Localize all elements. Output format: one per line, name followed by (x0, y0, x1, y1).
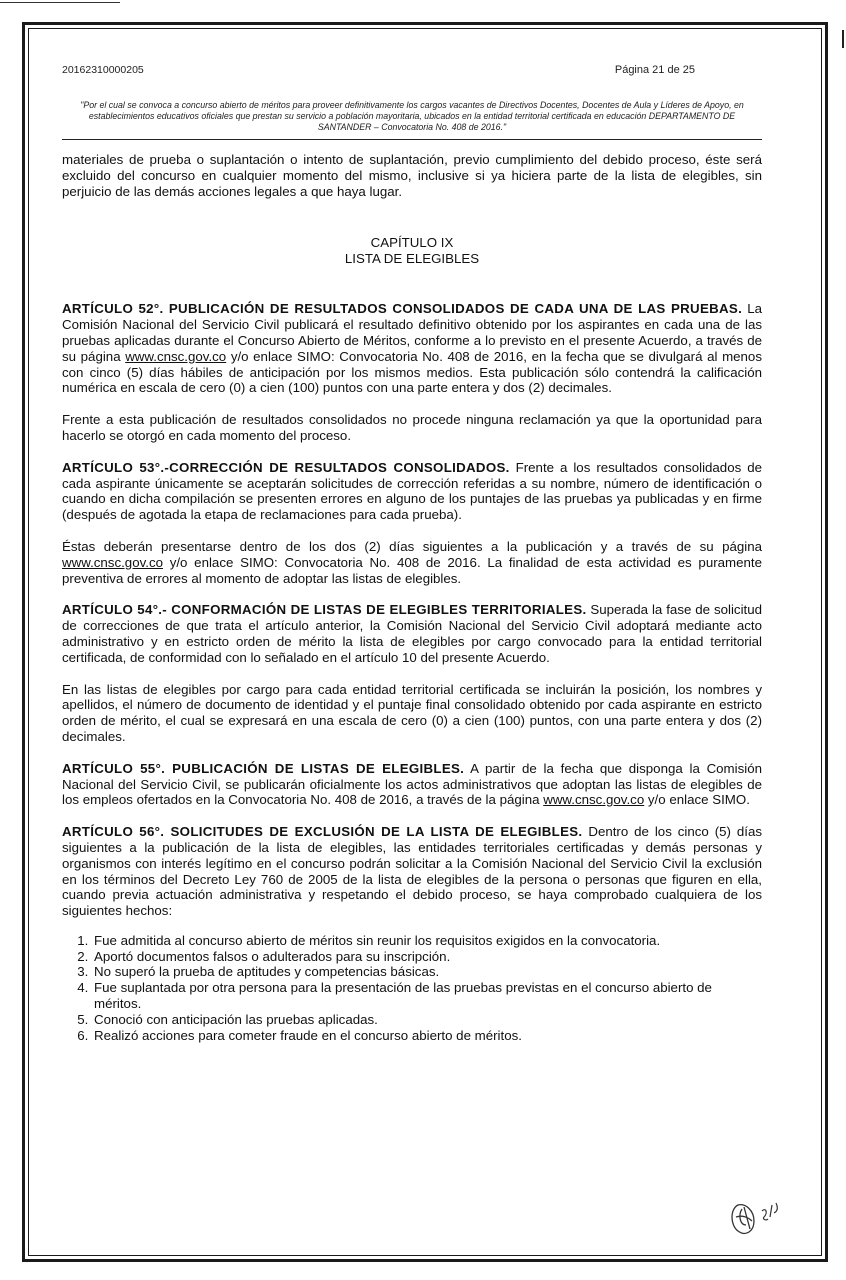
article-53-para2-b: y/o enlace SIMO: Convocatoria No. 408 de 2016. La finalidad de esta actividad es puramente preventiva de errores al momento de adoptar las listas de elegibles. (62, 554, 762, 586)
scan-edge-mark (842, 30, 844, 48)
cnsc-link[interactable]: www.cnsc.gov.co (62, 554, 163, 570)
document-body (62, 64, 762, 1043)
handwritten-initials-signature (724, 1195, 784, 1239)
chapter-title: LISTA DE ELEGIBLES (344, 251, 480, 267)
article-56-text: Dentro de los cinco (5) días siguientes a la publicación de la lista de elegibles, las entidades territoriales certificadas y demás personas y organismos con interés legítimo en el concurso podrán solicitar a la Comisión Nacional del Servicio Civil la exclusión en los términos del Decreto Ley 760 de 2005 de la lista de elegibles de la persona o personas que figuren en ella, cuando previa actuación administrativa y respetando el debido proceso, se haya comprobado cualquiera de los siguientes hechos: (62, 824, 762, 919)
cnsc-link[interactable]: www.cnsc.gov.co (543, 792, 645, 808)
article-54-heading: ARTÍCULO 54°.- CONFORMACIÓN DE LISTAS DE ELEGIBLES TERRITORIALES. (62, 602, 587, 618)
article-56-heading: ARTÍCULO 56°. SOLICITUDES DE EXCLUSIÓN DE LA LISTA DE ELEGIBLES. (62, 824, 583, 840)
article-55-text-a: A partir de la fecha que disponga la Comisión Nacional del Servicio Civil, se publicarán oficialmente los actos administrativos que adoptan las listas de elegibles de los empleos ofertados en la Convocatoria No. 408 de 2016, a través de la página (62, 760, 762, 808)
article-54-text: Superada la fase de solicitud de correcciones de que trata el artículo anterior, la Comisión Nacional del Servicio Civil adoptará mediante acto administrativo y en estricto orden de mérito la lista de elegibles por cargo convocado para la entidad territorial certificada, de conformidad con lo señalado en el artículo 10 del presente Acuerdo. (62, 602, 763, 665)
article-54-para2: En las listas de elegibles por cargo para cada entidad territorial certificada se incluirán la posición, los nombres y apellidos, el número de documento de identidad y el puntaje final consolidado obtenido por cada aspirante en estricto orden de mérito, el cual se expresará en una escala de cero (0) a cien (100) puntos, con una parte entera y dos (2) decimales. (62, 681, 762, 744)
article-53 (62, 460, 762, 523)
cnsc-link[interactable]: www.cnsc.gov.co (125, 348, 227, 364)
list-item: 2. Aportó documentos falsos o adulterados para su inscripción. (92, 949, 762, 965)
article-53-para2 (62, 539, 762, 586)
exclusion-causes-list (62, 933, 762, 1044)
article-55-heading: ARTÍCULO 55°. PUBLICACIÓN DE LISTAS DE ELEGIBLES. (62, 760, 465, 776)
article-53-para2-a: Éstas deberán presentarse dentro de los dos (2) días siguientes a la publicación y a través de su página (62, 538, 762, 554)
list-item: 6. Realizó acciones para cometer fraude en el concurso abierto de méritos. (92, 1028, 762, 1044)
article-55 (62, 761, 762, 808)
article-52 (62, 301, 762, 396)
list-item: 4. Fue suplantada por otra persona para la presentación de las pruebas previstas en el concurso abierto de méritos. (92, 980, 762, 1012)
page-number: Página 21 de 25 (614, 64, 695, 76)
article-53-text: Frente a los resultados consolidados de cada aspirante únicamente se aceptarán solicitudes de corrección referidas a su nombre, número de identificación o cuando en dicha compilación se presenten errores en alguno de los puntajes de las pruebas ya publicadas y en firme (después de agotada la etapa de reclamaciones para cada prueba). (62, 459, 762, 523)
chapter-number: CAPÍTULO IX (370, 235, 454, 251)
intro-paragraph: materiales de prueba o suplantación o intento de suplantación, previo cumplimiento del debido proceso, éste será excluido del concurso en cualquier momento del mismo, inclusive si ya hiciera parte de la lista de elegibles, sin perjuicio de las demás acciones legales a que haya lugar. (62, 152, 762, 199)
article-52-para2: Frente a esta publicación de resultados consolidados no procede ninguna reclamación ya que la oportunidad para hacerlo se otorgó en cada momento del proceso. (62, 412, 762, 443)
page-header (62, 64, 762, 76)
article-52-text-a: La Comisión Nacional del Servicio Civil publicará el resultado definitivo obtenido por los aspirantes en cada una de las pruebas aplicadas durante el Concurso Abierto de Méritos, conforme a lo previsto en el presente Acuerdo, a través de su página (62, 301, 762, 364)
article-53-heading: ARTÍCULO 53°.-CORRECCIÓN DE RESULTADOS CONSOLIDADOS. (62, 459, 510, 475)
document-number: 20162310000205 (62, 64, 144, 76)
list-item: 1. Fue admitida al concurso abierto de méritos sin reunir los requisitos exigidos en la convocatoria. (92, 933, 762, 949)
resolution-title: "Por el cual se convoca a concurso abierto de méritos para proveer definitivamente los cargos vacantes de Directivos Docentes, Docentes de Aula y Líderes de Apoyo, en establecimientos educativos oficiales que prestan su servicio a población mayoritaria, ubicados en la entidad territorial certificada en educación DEPARTAMENTO DE SANTANDER – Convocatoria No. 408 de 2016." (80, 100, 744, 132)
article-55-text-b: y/o enlace SIMO. (644, 792, 750, 808)
list-item: 3. No superó la prueba de aptitudes y competencias básicas. (92, 964, 762, 980)
list-item: 5. Conoció con anticipación las pruebas aplicadas. (92, 1012, 762, 1028)
article-54 (62, 602, 762, 665)
chapter-heading (62, 235, 762, 267)
scan-artifact-line (0, 2, 120, 3)
article-52-heading: ARTÍCULO 52°. PUBLICACIÓN DE RESULTADOS CONSOLIDADOS DE CADA UNA DE LAS PRUEBAS. (62, 301, 743, 317)
article-56 (62, 824, 762, 919)
article-52-text-b: y/o enlace SIMO: Convocatoria No. 408 de 2016, en la fecha que se divulgará al menos con cinco (5) días hábiles de anticipación por los mismos medios. Esta publicación sólo contendrá la calificación numérica en escala de cero (0) a cien (100) puntos con una parte entera y dos (2) decimales. (62, 348, 762, 396)
header-divider (62, 139, 762, 140)
